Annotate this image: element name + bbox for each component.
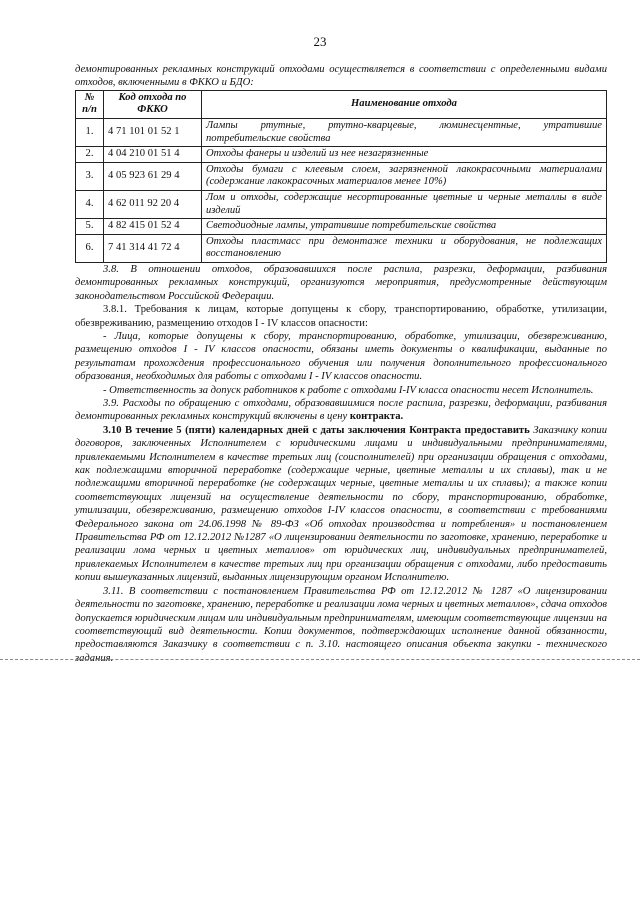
table-row bbox=[76, 147, 607, 163]
paragraph-3-10-text: Заказчику копии договоров, заключенных Исполнителем с юридическими лицами и индивидуальными предпринимателями, привлекаемыми Исполнителем в качестве третьих лиц (соисполнителей) при организации обращения с отходами, как подлежащими вторичной переработке (содержащие черные, цветные металлы и их сплавы), так и не подлежащими вторичной переработке (не содержащих черные, цветные металлы и их сплавы); а также копии соответствующих лицензий на осуществление деятельности по сбору, транспортированию, обработке, утилизации, обезвреживанию, размещению отходов I-IV классов опасности, в соответствии с требованиями Федерального закона от 24.06.1998 № 89-ФЗ «Об отходах производства и потребления» и постановлением Правительства РФ от 12.12.2012 №1287 «О лицензировании деятельности по заготовке, хранению, переработке и реализации лома черных и цветных металлов» от юридических лиц, индивидуальных предпринимателей, привлекаемых Исполнителем в качестве третьих лиц при организации обращения с отходами, либо предоставить копии вышеуказанных лицензий, выданных лицензирующим органом Исполнителю. bbox=[75, 424, 607, 584]
paragraph-3-8: 3.8. В отношении отходов, образовавшихся после распила, разрезки, деформации, разбивания демонтированных рекламных конструкций, организуются мероприятия, предусмотренные действующим законодательством Российской Федерации. bbox=[75, 263, 607, 302]
fold-divider bbox=[0, 659, 640, 660]
paragraph-3-9-text: 3.9. Расходы по обращению с отходами, образовавшимися после распила, разрезки, деформации, разбивания демонтированных рекламных конструкций включены в цену bbox=[75, 398, 607, 423]
row-waste-name: Отходы бумаги с клеевым слоем, загрязненной лакокрасочными материалами (содержание лакокрасочных материалов менее 10%) bbox=[202, 162, 607, 190]
row-waste-name: Светодиодные лампы, утратившие потребительские свойства bbox=[202, 219, 607, 235]
table-row bbox=[76, 190, 607, 218]
row-waste-name: Отходы фанеры и изделий из нее незагрязненные bbox=[202, 147, 607, 163]
row-waste-name: Лом и отходы, содержащие несортированные цветные и черные металлы в виде изделий bbox=[202, 190, 607, 218]
table-row bbox=[76, 234, 607, 262]
paragraph-3-11: 3.11. В соответствии с постановлением Правительства РФ от 12.12.2012 № 1287 «О лицензировании деятельности по заготовке, хранению, переработке и реализации лома черных и цветных металлов», сдача отходов допускается юридическим лицам или индивидуальным предпринимателям, имеющим соответствующие лицензии на соответствующий вид деятельности. Копии документов, подтверждающих исполнение данной обязанности, предоставляются Заказчику в соответствии с п. 3.10. настоящего описания объекта закупки - технического задания. bbox=[75, 585, 607, 664]
document-body bbox=[75, 63, 607, 665]
paragraph-3-9 bbox=[75, 397, 607, 424]
table-header-row bbox=[76, 90, 607, 118]
row-code: 7 41 314 41 72 4 bbox=[104, 234, 202, 262]
table-row bbox=[76, 162, 607, 190]
row-number: 3. bbox=[76, 162, 104, 190]
row-number: 2. bbox=[76, 147, 104, 163]
paragraph-3-9-bold: контракта. bbox=[349, 411, 404, 423]
row-code: 4 71 101 01 52 1 bbox=[104, 119, 202, 147]
paragraph-3-8-1: 3.8.1. Требования к лицам, которые допущены к сбору, транспортированию, обработке, утилизации, обезвреживанию, размещению отходов I - IV классов опасности: bbox=[75, 304, 607, 329]
paragraph-bullet-responsibility: - Ответственность за допуск работников к работе с отходами I-IV класса опасности несет Исполнитель. bbox=[103, 384, 594, 396]
row-number: 5. bbox=[76, 219, 104, 235]
row-code: 4 82 415 01 52 4 bbox=[104, 219, 202, 235]
row-code: 4 62 011 92 20 4 bbox=[104, 190, 202, 218]
row-number: 6. bbox=[76, 234, 104, 262]
table-row bbox=[76, 219, 607, 235]
paragraph-3-10-bold: 3.10 В течение 5 (пяти) календарных дней с даты заключения Контракта предоставить bbox=[103, 424, 530, 436]
header-code: Код отхода по ФККО bbox=[104, 90, 202, 118]
row-number: 1. bbox=[76, 119, 104, 147]
paragraph-bullet-qualification: - Лица, которые допущены к сбору, транспортированию, обработке, утилизации, обезвреживанию, размещению отходов I - IV классов опасности, обязаны иметь документы о квалификации, выданные по результатам прохождения профессионального обучения или получения дополнительного профессионального образования, необходимых для работы с отходами I - IV классов опасности. bbox=[75, 330, 607, 383]
row-code: 4 04 210 01 51 4 bbox=[104, 147, 202, 163]
row-number: 4. bbox=[76, 190, 104, 218]
intro-paragraph: демонтированных рекламных конструкций отходами осуществляется в соответствии с определенными видами отходов, включенными в ФККО и БДО: bbox=[75, 64, 607, 89]
waste-table bbox=[75, 90, 607, 263]
table-row bbox=[76, 119, 607, 147]
paragraph-3-10 bbox=[75, 424, 607, 585]
header-name: Наименование отхода bbox=[202, 90, 607, 118]
row-waste-name: Отходы пластмасс при демонтаже техники и оборудования, не подлежащих восстановлению bbox=[202, 234, 607, 262]
row-waste-name: Лампы ртутные, ртутно-кварцевые, люминесцентные, утратившие потребительские свойства bbox=[202, 119, 607, 147]
row-code: 4 05 923 61 29 4 bbox=[104, 162, 202, 190]
header-number: № п/п bbox=[76, 90, 104, 118]
page-number: 23 bbox=[313, 34, 327, 49]
